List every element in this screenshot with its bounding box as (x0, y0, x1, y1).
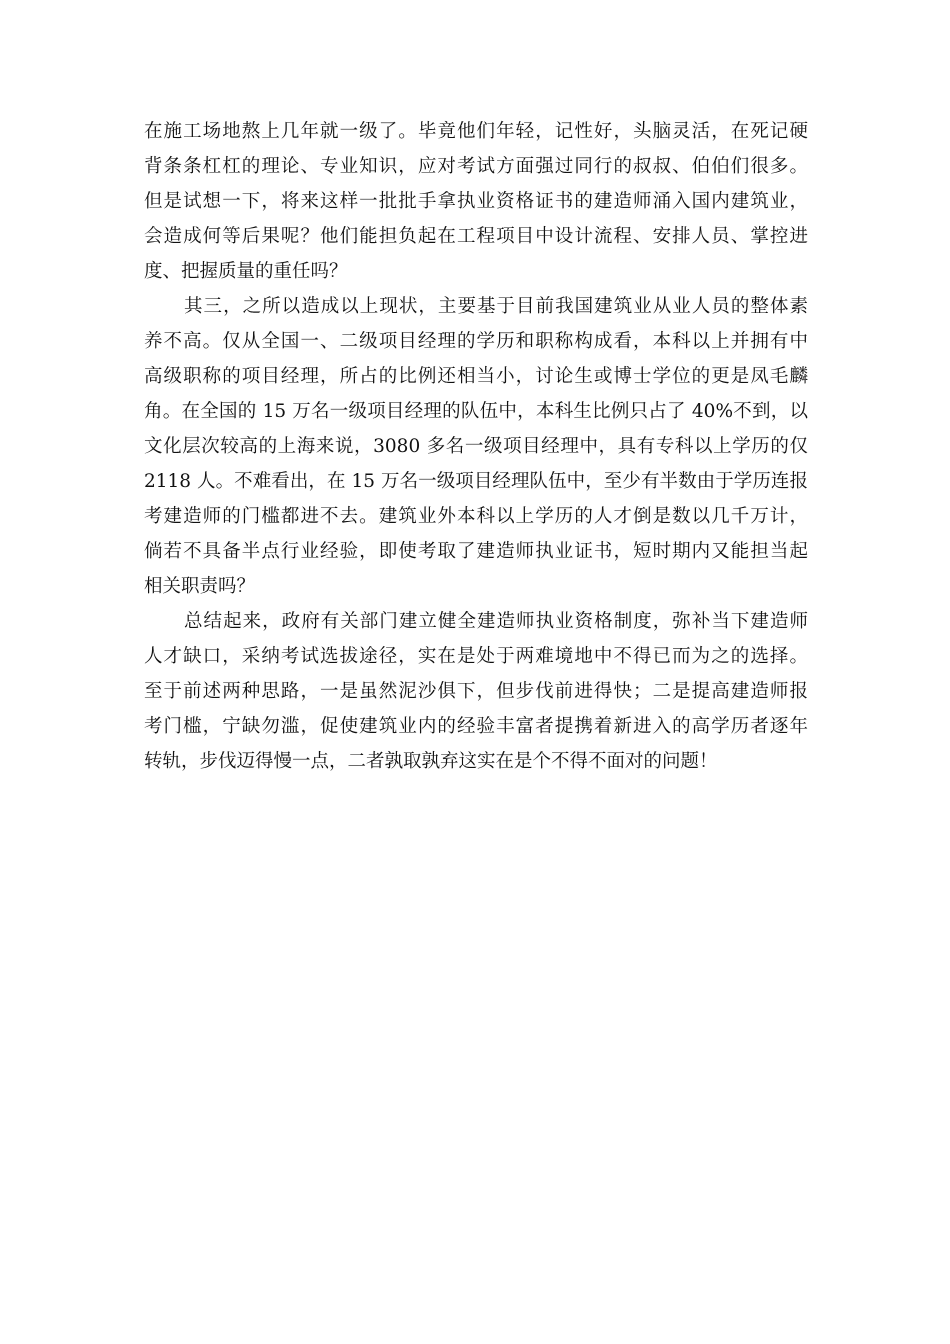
text-line: 倘若不具备半点行业经验，即使考取了建造师执业证书，短时期内又能担当起 (144, 541, 808, 562)
text-line: 相关职责吗？ (144, 576, 256, 597)
text-line: 文化层次较高的上海来说，3080 多名一级项目经理中，具有专科以上学历的仅 (144, 436, 808, 457)
text-line: 人才缺口，采纳考试选拔途径，实在是处于两难境地中不得已而为之的选择。 (144, 646, 808, 667)
paragraph-3 (144, 604, 808, 779)
text-line: 会造成何等后果呢？他们能担负起在工程项目中设计流程、安排人员、掌控进 (144, 226, 808, 247)
text-line: 2118 人。不难看出，在 15 万名一级项目经理队伍中，至少有半数由于学历连报 (144, 471, 808, 492)
text-line: 角。在全国的 15 万名一级项目经理的队伍中，本科生比例只占了 40%不到，以 (144, 401, 808, 422)
paragraph-1 (144, 114, 808, 289)
text-line: 高级职称的项目经理，所占的比例还相当小，讨论生或博士学位的更是凤毛麟 (144, 366, 808, 387)
text-line: 考门槛，宁缺勿滥，促使建筑业内的经验丰富者提携着新进入的高学历者逐年 (144, 716, 808, 737)
paragraph-2 (144, 289, 808, 604)
text-line: 转轨，步伐迈得慢一点，二者孰取孰弃这实在是个不得不面对的问题！ (144, 751, 718, 772)
text-line: 背条条杠杠的理论、专业知识，应对考试方面强过同行的叔叔、伯伯们很多。 (144, 156, 808, 177)
text-line: 其三，之所以造成以上现状，主要基于目前我国建筑业从业人员的整体素 (184, 296, 808, 317)
text-line: 但是试想一下，将来这样一批批手拿执业资格证书的建造师涌入国内建筑业， (144, 191, 808, 212)
text-line: 在施工场地熬上几年就一级了。毕竟他们年轻，记性好，头脑灵活，在死记硬 (144, 121, 808, 142)
text-line: 养不高。仅从全国一、二级项目经理的学历和职称构成看，本科以上并拥有中 (144, 331, 808, 352)
text-line: 度、把握质量的重任吗？ (144, 261, 348, 282)
document-body (144, 114, 808, 779)
text-line: 考建造师的门槛都进不去。建筑业外本科以上学历的人才倒是数以几千万计， (144, 506, 808, 527)
text-line: 总结起来，政府有关部门建立健全建造师执业资格制度，弥补当下建造师 (184, 611, 808, 632)
text-line: 至于前述两种思路，一是虽然泥沙俱下，但步伐前进得快；二是提高建造师报 (144, 681, 808, 702)
